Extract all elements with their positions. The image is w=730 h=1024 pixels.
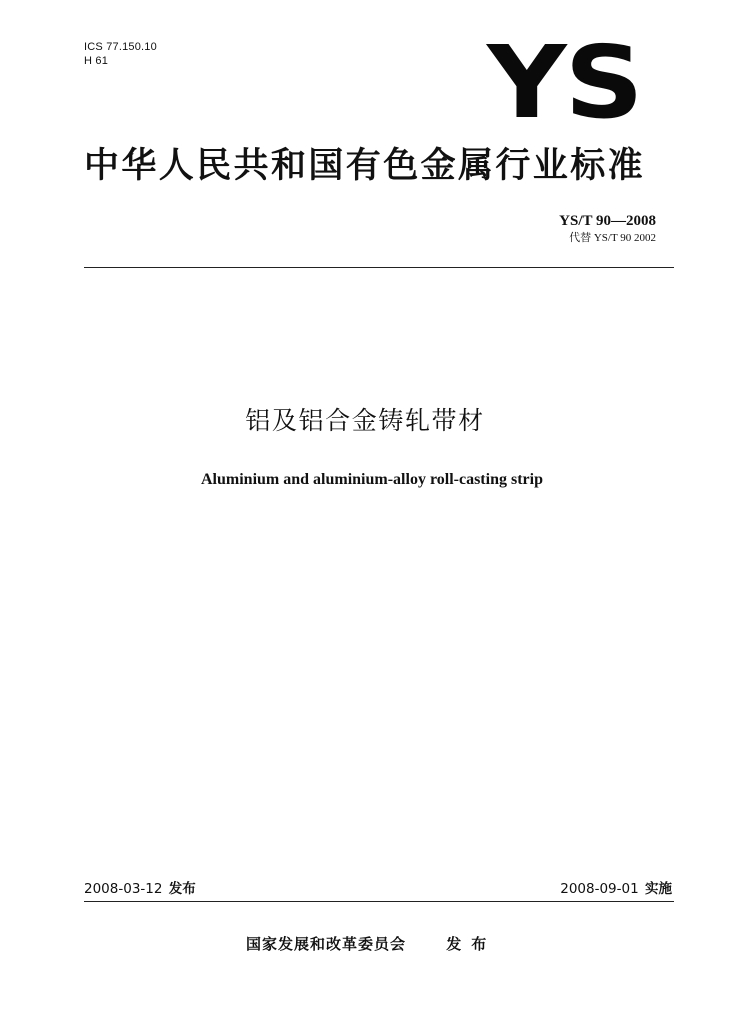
publisher-line	[246, 934, 496, 954]
replaces-standard: 代替 YS/T 90 2002	[569, 232, 656, 244]
issue-date-value: 2008-03-12	[84, 881, 163, 897]
effective-date-label: 实施	[645, 881, 672, 897]
effective-date	[560, 880, 672, 898]
publisher-action: 发布	[446, 935, 497, 953]
document-title-english: Aluminium and aluminium-alloy roll-casting strip	[201, 471, 543, 488]
issue-date-label: 发布	[168, 881, 196, 897]
footer-divider	[84, 901, 674, 902]
standard-number: YS/T 90—2008	[559, 213, 656, 229]
header-divider	[84, 267, 674, 268]
effective-date-value: 2008-09-01	[560, 881, 639, 897]
issue-date	[84, 880, 196, 898]
ics-code: ICS 77.150.10	[84, 41, 157, 53]
classification-codes	[84, 40, 157, 68]
standard-category-title: 中华人民共和国有色金属行业标准	[84, 146, 646, 186]
ccs-code: H 61	[84, 55, 109, 67]
document-title-chinese: 铝及铝合金铸轧带材	[245, 406, 485, 435]
standard-number-block	[559, 212, 656, 245]
publisher-name: 国家发展和改革委员会	[246, 935, 407, 953]
ys-logo: YS	[487, 24, 642, 141]
